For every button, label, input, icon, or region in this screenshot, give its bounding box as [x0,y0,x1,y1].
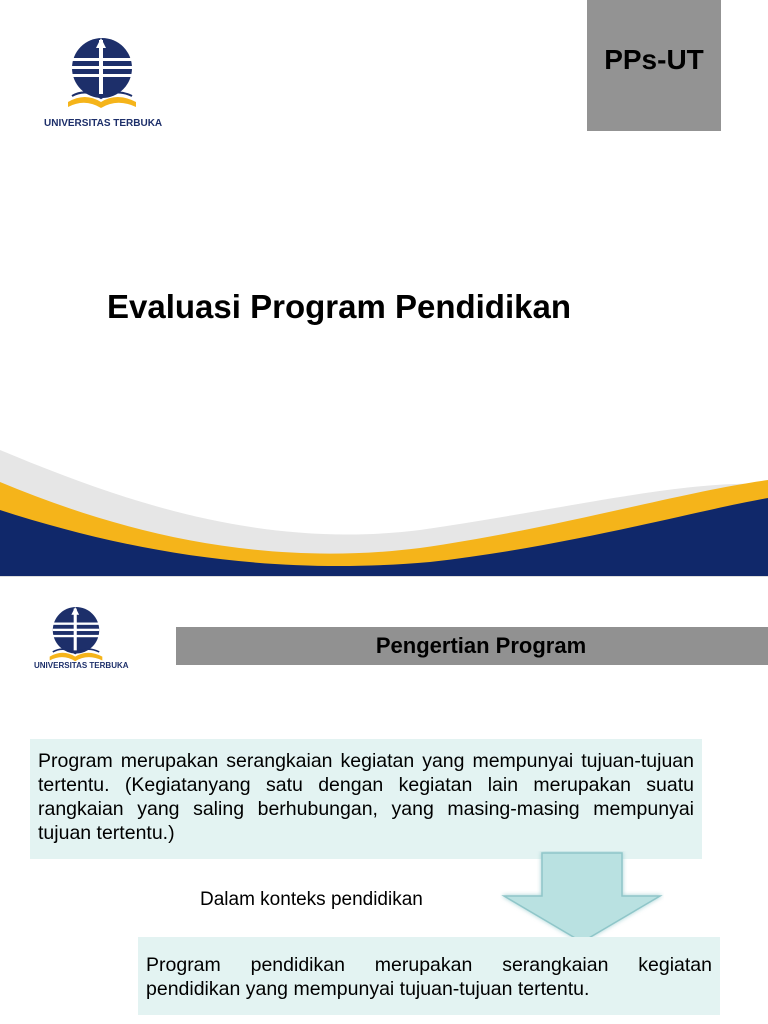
definition-text: Program merupakan serangkaian kegiatan yang mempunyai tujuan-tujuan tertentu. (Kegiatanyang satu dengan kegiatan lain merupakan suatu rangkaian yang saling berhubungan, yang masing-masing mempunyai tujuan tertentu.) [38,750,694,844]
universitas-terbuka-emblem-icon [40,36,164,120]
context-label: Dalam konteks pendidikan [200,889,423,910]
down-arrow-icon [500,851,664,945]
university-logo [40,36,164,129]
definition-slide [0,576,768,1024]
pps-ut-label: PPs-UT [604,44,704,75]
section-title: Pengertian Program [375,633,587,658]
university-logo [28,605,129,671]
education-program-box [138,937,720,1015]
education-program-text: Program pendidikan merupakan serangkaian kegiatan pendidikan yang mempunyai tujuan-tujuan tertentu. [146,954,712,1000]
definition-box [30,739,702,859]
decorative-wave-band [0,440,768,576]
logo-caption: UNIVERSITAS TERBUKA [34,661,129,670]
logo-caption: UNIVERSITAS TERBUKA [44,118,163,129]
presentation-title: Evaluasi Program Pendidikan [107,288,571,325]
pps-ut-tab [587,0,721,131]
section-header-bar [176,627,768,665]
